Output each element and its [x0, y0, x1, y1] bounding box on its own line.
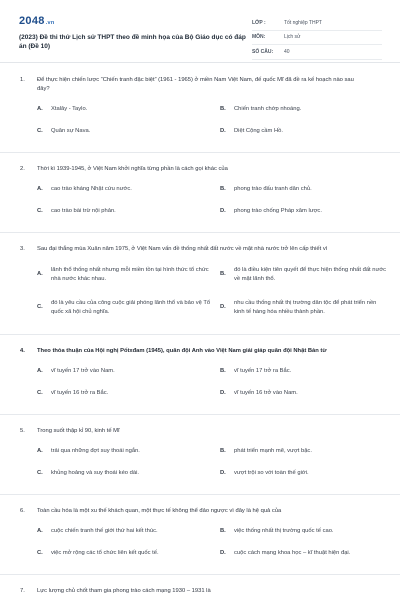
question-head [20, 507, 382, 516]
answer-option[interactable] [37, 382, 220, 404]
answer-options [37, 520, 382, 564]
question-head [20, 587, 382, 596]
answer-options [37, 440, 382, 484]
option-text: đó là yêu cầu của công cuộc giải phóng lãnh thổ và bảo vệ Tổ quốc xã hội chủ nghĩa. [51, 300, 211, 315]
question-list [0, 64, 400, 600]
option-text: lãnh thổ thống nhất nhưng mỗi miền tồn tại hình thức tổ chức nhà nước khác nhau. [51, 267, 209, 282]
answer-option[interactable] [37, 178, 220, 200]
option-letter: D. [220, 389, 226, 396]
question-number: 5. [20, 428, 25, 434]
question-text: Để thực hiện chiến lược “Chiến tranh đặc biệt” (1961 - 1965) ở miền Nam Việt Nam, đế quốc Mĩ đã đề ra kế hoạch nào sau đây? [37, 77, 354, 92]
option-letter: D. [220, 207, 226, 214]
option-letter: A. [37, 271, 43, 278]
question-text: Toàn cầu hóa là một xu thế khách quan, một thực tế không thể đảo ngược vì đây là hệ quả của [37, 508, 282, 514]
answer-option[interactable] [220, 360, 395, 382]
document-meta [252, 16, 382, 60]
option-letter: D. [220, 304, 226, 311]
answer-option[interactable] [37, 120, 220, 142]
option-letter: D. [220, 469, 226, 476]
question-number: 6. [20, 508, 25, 514]
site-logo[interactable] [19, 15, 55, 27]
option-letter: C. [37, 389, 43, 396]
option-text: đó là điều kiện tiên quyết để thực hiện thống nhất đất nước về mặt lãnh thổ. [234, 267, 387, 282]
question-item [0, 233, 400, 335]
option-letter: C. [37, 127, 43, 134]
answer-option[interactable] [37, 360, 220, 382]
question-head [20, 76, 382, 94]
meta-key: SỐ CÂU: [252, 48, 274, 55]
option-text: vượt trội so với toàn thế giới. [234, 469, 309, 476]
question-head [20, 427, 382, 436]
answer-option[interactable] [37, 520, 220, 542]
answer-options [37, 178, 382, 222]
answer-options [37, 258, 387, 324]
option-letter: C. [37, 549, 43, 556]
option-text: việc thống nhất thị trường quốc tế cao. [234, 527, 334, 534]
question-item [0, 495, 400, 575]
answer-option[interactable] [220, 120, 395, 142]
meta-subject [252, 31, 382, 46]
meta-value: Tốt nghiệp THPT [284, 19, 322, 26]
option-text: phát triển mạnh mẽ, vượt bậc. [234, 447, 312, 454]
meta-key: MÔN: [252, 34, 266, 41]
answer-option[interactable] [220, 440, 395, 462]
answer-option[interactable] [220, 542, 395, 564]
meta-class [252, 16, 382, 31]
logo-number: 2048 [19, 15, 45, 27]
option-letter: A. [37, 367, 43, 374]
question-item [0, 415, 400, 495]
question-number: 7. [20, 588, 25, 594]
option-text: phong trào đấu tranh dân chủ. [234, 185, 312, 192]
option-text: nhu cầu thống nhất thị trường dân tộc để phát triển nền kinh tế hàng hóa nhiều thành phần. [234, 300, 377, 315]
question-number: 3. [20, 246, 25, 252]
question-text: Sau đại thắng mùa Xuân năm 1975, ở Việt Nam vấn đề thống nhất đất nước về mặt nhà nước trở lên cấp thiết vì [37, 246, 328, 252]
option-text: Xtalây - Taylo. [51, 105, 88, 112]
option-letter: A. [37, 185, 43, 192]
question-text: Thời kì 1939-1945, ở Việt Nam khởi nghĩa từng phần là cách gọi khác của [37, 166, 228, 172]
option-text: cuộc chiến tranh thế giới thứ hai kết thúc. [51, 527, 158, 534]
question-text: Lực lượng chủ chốt tham gia phong trào cách mạng 1930 – 1931 là [37, 588, 211, 594]
question-text: Theo thỏa thuận của Hội nghị Pốtxđam (1945), quân đội Anh vào Việt Nam giải giáp quân đội Nhật Bản từ [37, 348, 327, 354]
option-text: phong trào chống Pháp xâm lược. [234, 207, 322, 214]
option-letter: B. [220, 185, 226, 192]
option-letter: B. [220, 527, 226, 534]
question-head [20, 347, 382, 356]
answer-option[interactable] [220, 291, 395, 324]
answer-option[interactable] [37, 440, 220, 462]
question-number: 2. [20, 166, 25, 172]
option-text: cao trào kháng Nhật cứu nước. [51, 185, 132, 192]
question-head [20, 245, 382, 254]
question-item [0, 153, 400, 233]
answer-option[interactable] [220, 178, 395, 200]
question-text: Trong suốt thập kỉ 90, kinh tế Mĩ [37, 428, 120, 434]
option-text: khủng hoảng và suy thoái kéo dài. [51, 469, 139, 476]
answer-option[interactable] [37, 98, 220, 120]
option-letter: B. [220, 367, 226, 374]
option-text: cao trào bài trừ nội phản. [51, 207, 116, 214]
option-text: cuộc cách mạng khoa học – kĩ thuật hiện đại. [234, 549, 351, 556]
option-text: Diệt Cộng cầm Hồ. [234, 127, 283, 134]
option-letter: D. [220, 127, 226, 134]
option-letter: A. [37, 447, 43, 454]
question-item [0, 64, 400, 153]
answer-option[interactable] [220, 382, 395, 404]
meta-value: 40 [284, 48, 290, 55]
option-text: vĩ tuyến 17 trở ra Bắc. [234, 367, 292, 374]
option-text: Quân sự Nava. [51, 127, 91, 134]
document-title: (2023) Đề thi thử Lịch sử THPT theo đề minh họa của Bộ Giáo dục có đáp án (Đề 10) [19, 34, 246, 50]
option-letter: B. [220, 271, 226, 278]
answer-option[interactable] [220, 462, 395, 484]
answer-option[interactable] [220, 520, 395, 542]
option-letter: D. [220, 549, 226, 556]
meta-question-count [252, 45, 382, 60]
option-text: việc mở rộng các tổ chức liên kết quốc tế. [51, 549, 159, 556]
answer-option[interactable] [37, 200, 220, 222]
document-header [0, 0, 400, 63]
answer-option[interactable] [220, 98, 395, 120]
option-text: Chiến tranh chớp nhoáng. [234, 105, 302, 112]
option-text: vĩ tuyến 17 trở vào Nam. [51, 367, 115, 374]
option-text: vĩ tuyến 16 trở vào Nam. [234, 389, 298, 396]
answer-option[interactable] [220, 200, 395, 222]
answer-options [37, 360, 382, 404]
answer-option[interactable] [37, 462, 220, 484]
logo-tld: .vn [45, 20, 55, 26]
answer-option[interactable] [37, 258, 220, 291]
answer-option[interactable] [220, 258, 395, 291]
option-letter: B. [220, 105, 226, 112]
question-head [20, 165, 382, 174]
answer-option[interactable] [37, 542, 220, 564]
question-item [0, 335, 400, 415]
answer-option[interactable] [37, 291, 220, 324]
meta-key: LỚP : [252, 19, 266, 26]
option-letter: C. [37, 207, 43, 214]
option-letter: A. [37, 527, 43, 534]
option-text: vĩ tuyến 16 trở ra Bắc. [51, 389, 109, 396]
option-letter: C. [37, 469, 43, 476]
question-item [0, 575, 400, 600]
question-number: 1. [20, 77, 25, 83]
option-letter: A. [37, 105, 43, 112]
question-number: 4. [20, 348, 25, 354]
option-text: trải qua những đợt suy thoái ngắn. [51, 447, 140, 454]
option-letter: B. [220, 447, 226, 454]
meta-value: Lịch sử [284, 34, 301, 41]
answer-options [37, 98, 382, 142]
option-letter: C. [37, 304, 43, 311]
